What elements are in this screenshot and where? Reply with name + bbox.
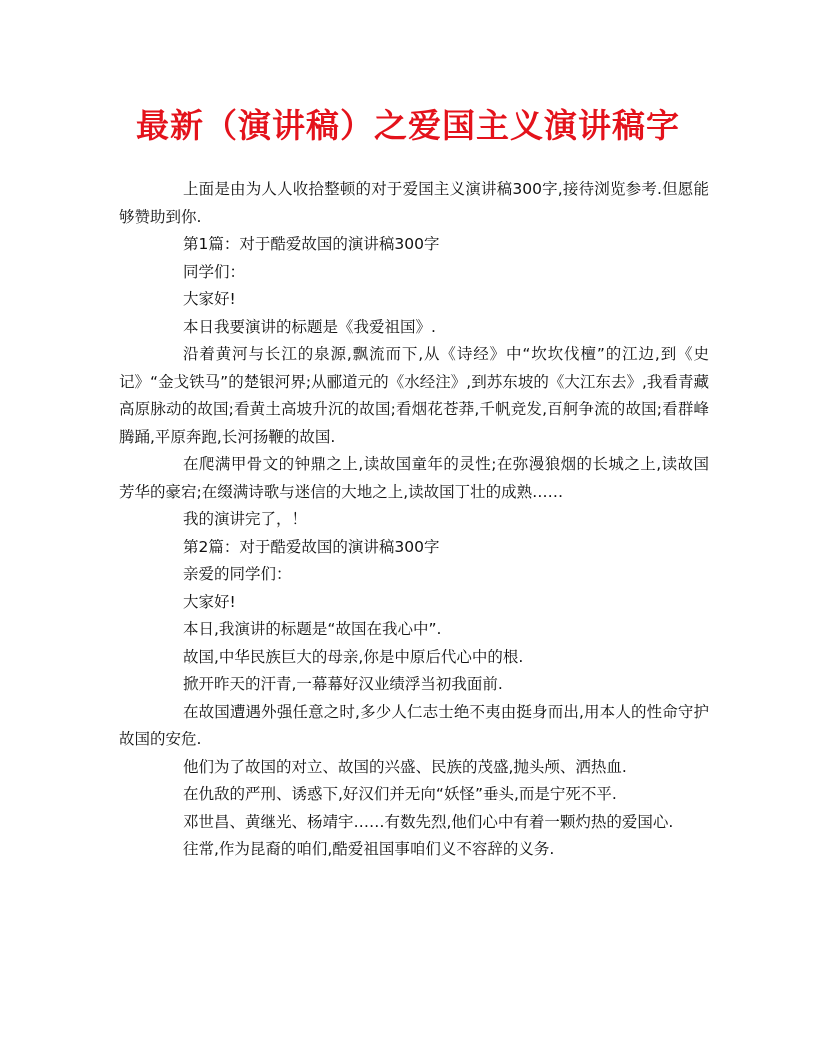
section-heading-2: 第2篇：对于酷爱故国的演讲稿300字 <box>183 537 440 556</box>
body-paragraph: 在爬满甲骨文的钟鼎之上,读故国童年的灵性;在弥漫狼烟的长城之上,读故国芳华的豪宕;在缀满诗歌与迷信的大地之上,读故国丁壮的成熟…… <box>119 455 709 501</box>
salutation: 亲爱的同学们： <box>183 565 292 583</box>
salutation: 同学们： <box>183 262 246 281</box>
page-title: 最新（演讲稿）之爱国主义演讲稿字 <box>136 106 680 145</box>
body-paragraph: 掀开昨天的汗青,一幕幕好汉业绩浮当初我面前. <box>183 675 503 693</box>
speech-topic: 本日,我演讲的标题是“故国在我心中”. <box>183 620 442 638</box>
body-paragraph: 沿着黄河与长江的泉源,飘流而下,从《诗经》中“坎坎伐檀”的江边,到《史记》“金戈铁马”的楚银河界;从郦道元的《水经注》,到苏东坡的《大江东去》,我看青藏高原脉动的故国;看黄土高坡升沉的故国;看烟花苍莽,千帆竞发,百舸争流的故国;看群峰腾踊,平原奔跑,长河扬鞭的故国. <box>119 345 709 446</box>
body-paragraph: 往常,作为昆裔的咱们,酷爱祖国事咱们义不容辞的义务. <box>183 840 555 858</box>
document-body <box>119 176 709 864</box>
body-paragraph: 在仇敌的严刑、诱惑下,好汉们并无向“妖怪”垂头,而是宁死不平. <box>183 785 617 803</box>
intro-paragraph: 上面是由为人人收拾整顿的对于爱国主义演讲稿300字,接待浏览参考.但愿能够赞助到你. <box>119 180 709 226</box>
speech-topic: 本日我要演讲的标题是《我爱祖国》. <box>183 317 436 336</box>
body-paragraph: 在故国遭遇外强任意之时,多少人仁志士绝不夷由挺身而出,用本人的性命守护故国的安危. <box>119 702 709 748</box>
closing-line: 我的演讲完了，！ <box>183 510 308 528</box>
body-paragraph: 邓世昌、黄继光、杨靖宇……有数先烈,他们心中有着一颗灼热的爱国心. <box>183 812 674 831</box>
greeting: 大家好! <box>183 592 236 611</box>
greeting: 大家好! <box>183 290 236 308</box>
body-paragraph: 他们为了故国的对立、故国的兴盛、民族的茂盛,抛头颅、洒热血. <box>183 757 627 776</box>
body-paragraph: 故国,中华民族巨大的母亲,你是中原后代心中的根. <box>183 647 524 666</box>
section-heading-1: 第1篇：对于酷爱故国的演讲稿300字 <box>183 235 440 253</box>
